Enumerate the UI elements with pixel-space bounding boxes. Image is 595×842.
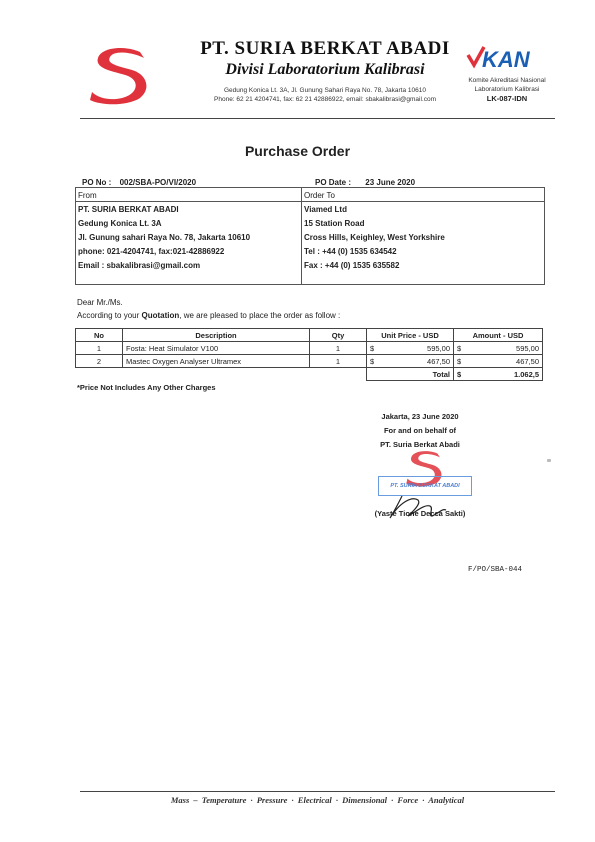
footer-divider bbox=[80, 791, 555, 792]
col-qty: Qty bbox=[310, 329, 367, 342]
intro-text bbox=[77, 311, 340, 320]
order-to-label: Order To bbox=[304, 191, 335, 200]
row-amount: 467,50 bbox=[468, 355, 543, 368]
address-line: Gedung Konica Lt. 3A, Jl. Gunung Sahari Raya No. 78, Jakarta 10610 bbox=[224, 87, 426, 94]
from-line: Gedung Konica Lt. 3A bbox=[78, 219, 162, 228]
signoff-block bbox=[360, 410, 480, 452]
col-no: No bbox=[76, 329, 123, 342]
header-divider bbox=[80, 118, 555, 119]
total-currency: $ bbox=[454, 368, 469, 381]
po-number-label: PO No : bbox=[82, 178, 112, 187]
order-to-line: Cross Hills, Keighley, West Yorkshire bbox=[304, 233, 445, 242]
address-box-divider bbox=[301, 188, 302, 284]
order-to-line: Fax : +44 (0) 1535 635582 bbox=[304, 261, 400, 270]
signer-name: (Yaste Tione Decca Sakti) bbox=[374, 509, 466, 518]
salutation: Dear Mr./Ms. bbox=[77, 298, 123, 307]
po-date-value: 23 June 2020 bbox=[365, 178, 416, 187]
kan-logo-text: KAN bbox=[482, 47, 530, 72]
total-label: Total bbox=[381, 368, 454, 381]
kan-line1: Komite Akreditasi Nasional bbox=[468, 77, 546, 84]
row-amount-currency: $ bbox=[454, 355, 469, 368]
company-logo bbox=[88, 44, 152, 106]
contact-line: Phone: 62 21 4204741, fax: 62 21 42886922, email: sbakalibrasi@gmail.com bbox=[214, 96, 436, 103]
row-amount-currency: $ bbox=[454, 342, 469, 355]
table-total-row bbox=[76, 368, 543, 381]
signoff-place-date: Jakarta, 23 June 2020 bbox=[381, 412, 459, 421]
kan-line2: Laboratorium Kalibrasi bbox=[474, 86, 540, 93]
items-table bbox=[75, 328, 543, 381]
po-date-label: PO Date : bbox=[315, 178, 352, 187]
scan-speck bbox=[547, 459, 551, 462]
col-unit-price: Unit Price - USD bbox=[367, 329, 454, 342]
total-value: 1.062,5 bbox=[468, 368, 543, 381]
kan-accreditation bbox=[452, 76, 562, 103]
po-number bbox=[82, 178, 196, 187]
table-row bbox=[76, 355, 543, 368]
intro-pre: According to your bbox=[77, 311, 142, 320]
table-row bbox=[76, 342, 543, 355]
price-note: *Price Not Includes Any Other Charges bbox=[77, 383, 216, 392]
from-section bbox=[78, 190, 250, 273]
company-stamp: PT. SURIA BERKAT ABADI bbox=[378, 476, 472, 496]
order-to-line: 15 Station Road bbox=[304, 219, 365, 228]
intro-post: , we are pleased to place the order as follow : bbox=[179, 311, 341, 320]
order-to-line: Viamed Ltd bbox=[304, 205, 347, 214]
po-date bbox=[315, 178, 415, 187]
row-price-currency: $ bbox=[367, 355, 382, 368]
document-title: Purchase Order bbox=[244, 143, 351, 159]
from-line: Email : sbakalibrasi@gmail.com bbox=[78, 261, 201, 270]
table-header-row bbox=[76, 329, 543, 342]
row-qty: 1 bbox=[310, 342, 367, 355]
company-name: PT. SURIA BERKAT ABADI bbox=[200, 38, 450, 59]
po-number-value: 002/SBA-PO/VI/2020 bbox=[119, 178, 197, 187]
signoff-behalf: For and on behalf of bbox=[383, 426, 457, 435]
kan-id: LK-087-IDN bbox=[486, 94, 528, 103]
col-amount: Amount - USD bbox=[454, 329, 543, 342]
address-box bbox=[75, 187, 545, 285]
order-to-section bbox=[304, 190, 445, 273]
footer-services: Mass – Temperature · Pressure · Electrical · Dimensional · Force · Analytical bbox=[170, 795, 465, 805]
intro-quotation: Quotation bbox=[141, 311, 180, 320]
from-line: phone: 021-4204741, fax:021-42886922 bbox=[78, 247, 225, 256]
row-description: Fosta: Heat Simulator V100 bbox=[123, 342, 310, 355]
kan-logo bbox=[466, 43, 546, 73]
row-qty: 1 bbox=[310, 355, 367, 368]
row-no: 2 bbox=[76, 355, 123, 368]
company-division: Divisi Laboratorium Kalibrasi bbox=[225, 61, 425, 78]
row-price: 595,00 bbox=[381, 342, 454, 355]
company-address bbox=[160, 86, 490, 104]
from-line: Jl. Gunung sahari Raya No. 78, Jakarta 10610 bbox=[78, 233, 251, 242]
row-price-currency: $ bbox=[367, 342, 382, 355]
signoff-company: PT. Suria Berkat Abadi bbox=[380, 440, 460, 449]
row-amount: 595,00 bbox=[468, 342, 543, 355]
col-description: Description bbox=[123, 329, 310, 342]
row-no: 1 bbox=[76, 342, 123, 355]
from-label: From bbox=[78, 191, 97, 200]
from-line: PT. SURIA BERKAT ABADI bbox=[78, 205, 179, 214]
order-to-line: Tel : +44 (0) 1535 634542 bbox=[304, 247, 397, 256]
row-price: 467,50 bbox=[381, 355, 454, 368]
form-code: F/PO/SBA-044 bbox=[468, 566, 523, 574]
row-description: Mastec Oxygen Analyser Ultramex bbox=[123, 355, 310, 368]
